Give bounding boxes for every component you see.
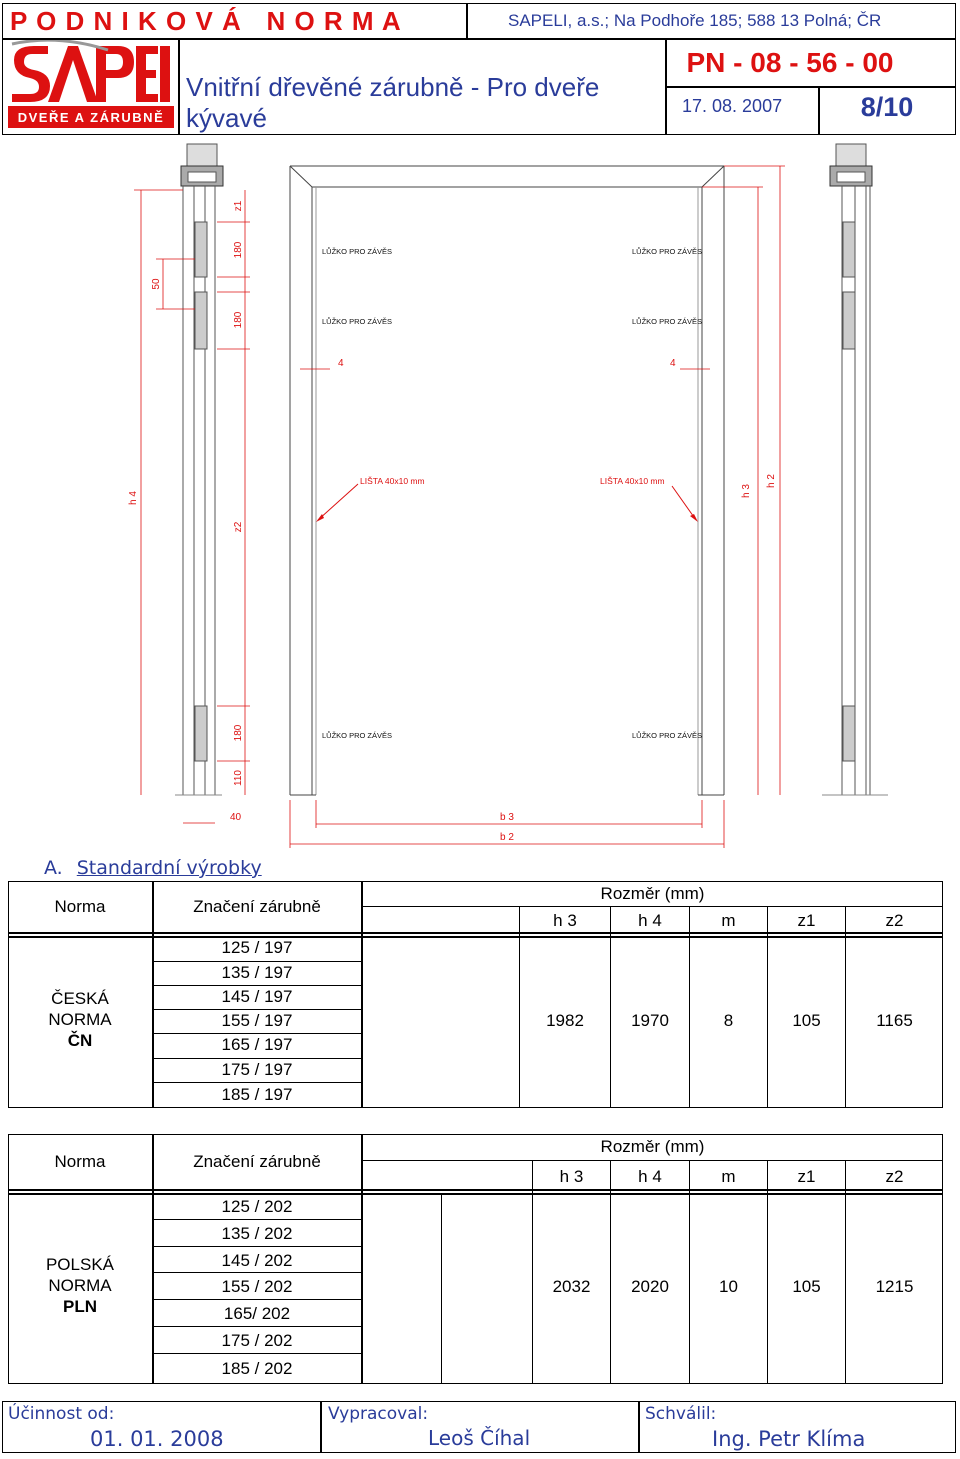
- dim-b2: b 2: [500, 832, 514, 843]
- dim-180: 180: [233, 311, 244, 329]
- col-z1: z1: [797, 911, 816, 930]
- norm-line2: NORMA: [48, 1010, 112, 1029]
- effective-label: Účinnost od:: [8, 1404, 115, 1424]
- marking-row: 165/ 202: [223, 1304, 291, 1323]
- marking-row: 175 / 197: [221, 1060, 293, 1079]
- hinge-label: LŮŽKO PRO ZÁVĚS: [322, 317, 393, 326]
- company-address: SAPELI, a.s.; Na Podhoře 185; 588 13 Polná; ČR: [508, 11, 882, 30]
- value-z2: 1165: [876, 1011, 913, 1030]
- norm-name: [8, 1254, 152, 1317]
- document-title-line1: Vnitřní dřevěné zárubně - Pro dveře: [186, 72, 600, 102]
- col-size-header: Rozměr (mm): [600, 884, 705, 903]
- value-m: 10: [719, 1277, 738, 1296]
- col-norma-header: Norma: [54, 1152, 106, 1171]
- dim-110: 110: [233, 770, 244, 786]
- logo-tagline: DVEŘE A ZÁRUBNĚ: [17, 110, 165, 125]
- value-h4: 2020: [631, 1277, 669, 1296]
- header-divider: [466, 3, 468, 38]
- marking-row: 145 / 202: [221, 1251, 293, 1270]
- effective-date: 01. 01. 2008: [90, 1427, 224, 1451]
- dim-4: 4: [670, 358, 676, 369]
- dim-h2: h 2: [766, 474, 777, 488]
- value-z2: 1215: [875, 1277, 914, 1296]
- dim-50: 50: [151, 278, 162, 290]
- col-z2: z2: [885, 911, 904, 930]
- marking-row: 165 / 197: [221, 1035, 293, 1054]
- prepared-label: Vypracoval:: [328, 1404, 429, 1424]
- dimension-texts: [128, 200, 777, 843]
- norm-name: [8, 988, 152, 1051]
- left-jamb: [175, 144, 223, 795]
- dim-b3: b 3: [500, 812, 514, 823]
- col-norma-header: Norma: [54, 897, 106, 916]
- norm-number: PN - 08 - 56 - 00: [686, 47, 894, 78]
- col-m: m: [721, 911, 736, 930]
- dim-4: 4: [338, 358, 344, 369]
- issue-date: 17. 08. 2007: [682, 96, 783, 116]
- norm-code: PLN: [63, 1297, 97, 1316]
- dim-z2: z2: [233, 521, 244, 533]
- strip-label: LIŠTA 40x10 mm: [360, 476, 425, 486]
- col-z2: z2: [885, 1167, 904, 1186]
- section-title: [44, 857, 262, 879]
- dim-h4: h 4: [128, 491, 139, 505]
- dim-40: 40: [230, 812, 242, 823]
- section-title-text: Standardní výrobky: [76, 857, 262, 879]
- marking-row: 145 / 197: [221, 987, 293, 1006]
- strip-labels: [316, 476, 698, 522]
- approved-by: Ing. Petr Klíma: [712, 1427, 866, 1451]
- marking-row: 135 / 197: [221, 963, 293, 982]
- marking-row: 155 / 197: [221, 1011, 293, 1030]
- value-m: 8: [723, 1011, 734, 1030]
- dim-z1: z1: [233, 200, 244, 212]
- col-h4: h 4: [638, 1167, 662, 1186]
- col-h4: h 4: [638, 911, 662, 930]
- norm-line2: NORMA: [48, 1276, 112, 1295]
- value-h4: 1970: [631, 1011, 669, 1030]
- prepared-by: Leoš Číhal: [428, 1426, 531, 1450]
- page-number: 8/10: [860, 92, 914, 122]
- hinge-label: LŮŽKO PRO ZÁVĚS: [322, 731, 393, 740]
- value-z1: 105: [792, 1011, 821, 1030]
- document-title: [186, 72, 599, 134]
- frame-drawing: [0, 136, 960, 856]
- value-h3: 1982: [546, 1011, 584, 1030]
- norm-line1: POLSKÁ: [45, 1255, 115, 1274]
- col-size-header: Rozměr (mm): [600, 1137, 705, 1156]
- col-z1: z1: [797, 1167, 816, 1186]
- marking-row: 125 / 197: [221, 938, 293, 957]
- header-divider: [665, 86, 956, 88]
- marking-row: 175 / 202: [221, 1331, 293, 1350]
- value-z1: 105: [792, 1277, 821, 1296]
- col-m: m: [721, 1167, 736, 1186]
- strip-label: LIŠTA 40x10 mm: [600, 476, 665, 486]
- norm-line1: ČESKÁ: [51, 989, 109, 1008]
- sapeli-logo: [8, 40, 174, 132]
- marking-row: 135 / 202: [221, 1224, 293, 1243]
- right-jamb: [822, 144, 888, 795]
- hinge-label: LŮŽKO PRO ZÁVĚS: [632, 317, 703, 326]
- marking-row: 185 / 202: [221, 1359, 293, 1378]
- document-title-line2: kývavé: [186, 103, 267, 133]
- section-prefix: A.: [44, 857, 63, 879]
- hinge-label: LŮŽKO PRO ZÁVĚS: [322, 247, 393, 256]
- marking-row: 155 / 202: [221, 1277, 293, 1296]
- dim-180: 180: [233, 241, 244, 259]
- dim-180: 180: [233, 724, 244, 742]
- col-h3: h 3: [559, 1167, 584, 1186]
- norm-title: P O D N I K O V Á N O R M A: [10, 6, 402, 36]
- norm-code: ČN: [67, 1031, 93, 1050]
- col-marking-header: Značení zárubně: [193, 1152, 321, 1171]
- frame-drawing-svg: [0, 136, 960, 856]
- dim-h3: h 3: [741, 484, 752, 498]
- approved-label: Schválil:: [645, 1404, 717, 1424]
- value-h3: 2032: [552, 1277, 591, 1296]
- col-marking-header: Značení zárubně: [193, 897, 321, 916]
- hinge-label: LŮŽKO PRO ZÁVĚS: [632, 731, 703, 740]
- header-divider: [178, 38, 180, 135]
- marking-row: 185 / 197: [221, 1085, 293, 1104]
- col-h3: h 3: [553, 911, 577, 930]
- marking-row: 125 / 202: [221, 1197, 293, 1216]
- hinge-label: LŮŽKO PRO ZÁVĚS: [632, 247, 703, 256]
- hinge-labels: [322, 247, 702, 740]
